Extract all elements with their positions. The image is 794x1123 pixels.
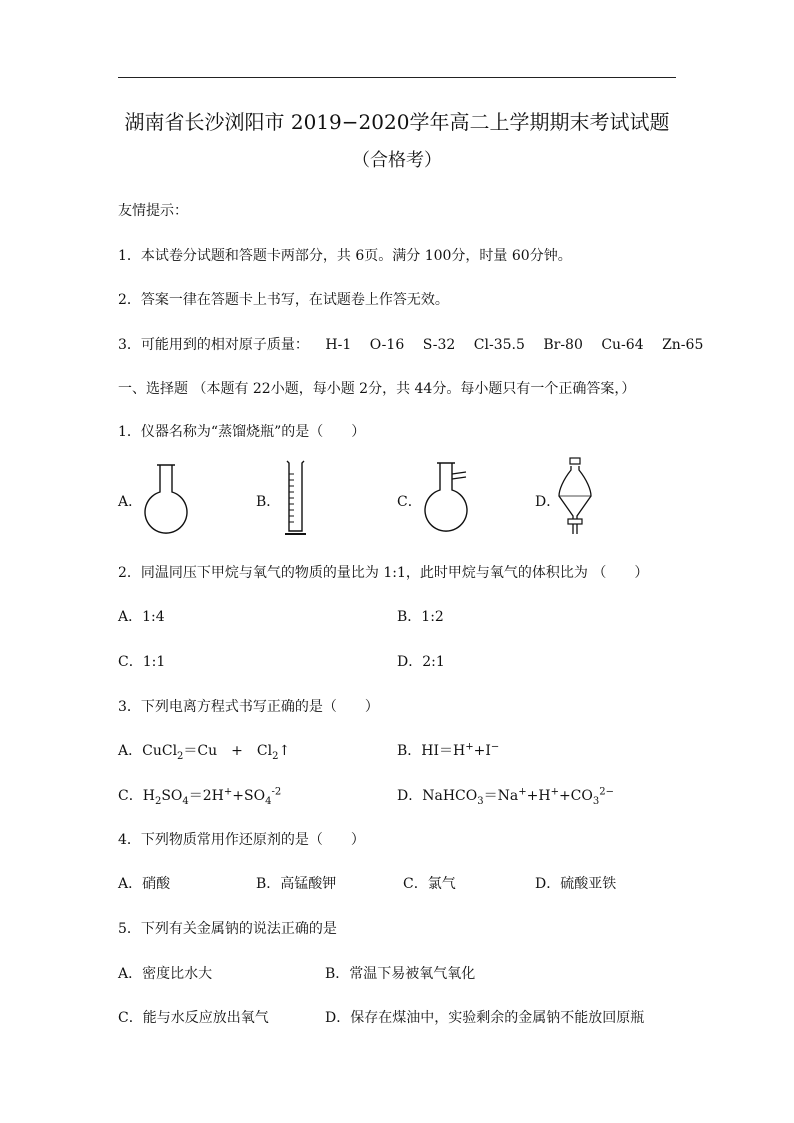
q2-option-c: C．1:1 [118, 654, 166, 670]
q3-c-part: +SO [232, 788, 266, 804]
q3-a-label: A． [118, 743, 143, 759]
q3-d-sup: + [518, 786, 527, 798]
q3-stem: 3．下列电离方程式书写正确的是（ ） [118, 699, 379, 715]
mass-h: H-1 [325, 337, 352, 353]
separatory-funnel-image [555, 456, 595, 538]
q3-option-b [397, 740, 499, 760]
page-subtitle: （合格考） [352, 150, 442, 171]
q3-d-part: NaHCO [422, 788, 478, 804]
q3-d-part: ＝Na [483, 788, 519, 804]
section-heading: 一、选择题 （本题有 22小题，每小题 2分，共 44分。每小题只有一个正确答案，） [118, 381, 636, 397]
q3-c-part: SO [161, 788, 183, 804]
q3-a-sub: 2 [177, 750, 184, 762]
mass-s: S-32 [422, 337, 456, 353]
q2-option-a: A．1:4 [118, 609, 165, 625]
q5-option-b: B．常温下易被氧气氧化 [325, 966, 476, 982]
q3-c-part: ＝2H [188, 788, 224, 804]
tip-3 [118, 334, 717, 354]
q5-stem: 5．下列有关金属钠的说法正确的是 [118, 921, 337, 937]
mass-o: O-16 [369, 337, 405, 353]
q3-d-sup: + [550, 786, 559, 798]
q1-option-a-label: A． [118, 494, 143, 510]
q3-c-label: C． [118, 788, 143, 804]
q1-stem: 1．仪器名称为“蒸馏烧瓶”的是（ ） [118, 424, 366, 440]
q3-c-sub: 4 [265, 795, 272, 807]
q5-option-c: C．能与水反应放出氧气 [118, 1010, 269, 1026]
q3-option-d [397, 785, 614, 807]
q2-stem: 2．同温同压下甲烷与氧气的物质的量比为 1:1，此时甲烷与氧气的体积比为 （ ） [118, 565, 649, 581]
q3-b-part: +I [473, 743, 491, 759]
q3-d-sup: 2− [599, 786, 614, 798]
mass-br: Br-80 [543, 337, 583, 353]
tips-heading: 友情提示： [118, 203, 188, 219]
q5-option-d: D．保存在煤油中，实验剩余的金属钠不能放回原瓶 [325, 1010, 645, 1026]
q3-d-part: +CO [558, 788, 593, 804]
q3-c-sub: 2 [154, 795, 162, 807]
q4-option-d: D．硫酸亚铁 [535, 876, 617, 892]
mass-cl: Cl-35.5 [473, 337, 525, 353]
q3-a-part: CuCl [142, 743, 178, 759]
q3-d-part: +H [526, 788, 551, 804]
q1-option-c-label: C． [397, 494, 422, 510]
graduated-cylinder-image [280, 458, 310, 538]
q3-c-sup: -2 [271, 786, 282, 798]
q4-stem: 4．下列物质常用作还原剂的是（ ） [118, 832, 365, 848]
tip-3-prefix: 3．可能用到的相对原子质量： [118, 337, 309, 353]
q3-b-part: HI＝H [421, 743, 466, 759]
q3-d-label: D． [397, 788, 423, 804]
q4-option-b: B．高锰酸钾 [256, 876, 337, 892]
tip-2: 2．答案一律在答题卡上书写，在试题卷上作答无效。 [118, 292, 449, 308]
tip-1: 1．本试卷分试题和答题卡两部分，共 6页。满分 100分，时量 60分钟。 [118, 248, 572, 264]
q2-option-b: B．1:2 [397, 609, 444, 625]
q5-option-a: A．密度比水大 [118, 966, 213, 982]
q4-option-a: A．硝酸 [118, 876, 171, 892]
q3-option-a [118, 740, 290, 762]
q2-option-d: D．2:1 [397, 654, 445, 670]
mass-zn: Zn-65 [662, 337, 704, 353]
distilling-flask-image [420, 460, 472, 534]
q3-d-sub: 3 [477, 795, 484, 807]
q3-a-part: ↑ [278, 743, 291, 759]
q1-option-d-label: D． [535, 494, 561, 510]
q3-a-part: ＝Cu + Cl [183, 743, 273, 759]
q3-b-sup: − [490, 741, 500, 753]
q3-b-sup: + [465, 741, 474, 753]
q3-c-part: H [142, 788, 155, 804]
flat-bottom-flask-image [140, 462, 192, 534]
q3-c-sup: + [223, 786, 233, 798]
q4-option-c: C．氯气 [403, 876, 456, 892]
page-title: 湖南省长沙浏阳市 2019−2020学年高二上学期期末考试试题 [124, 110, 670, 134]
header-rule [118, 77, 676, 78]
q1-option-b-label: B． [256, 494, 281, 510]
mass-cu: Cu-64 [601, 337, 644, 353]
q3-a-sub: 2 [272, 750, 279, 762]
q3-b-label: B． [397, 743, 422, 759]
q3-d-sub: 3 [592, 795, 600, 807]
q3-c-sub: 4 [182, 795, 189, 807]
q3-option-c [118, 785, 281, 807]
